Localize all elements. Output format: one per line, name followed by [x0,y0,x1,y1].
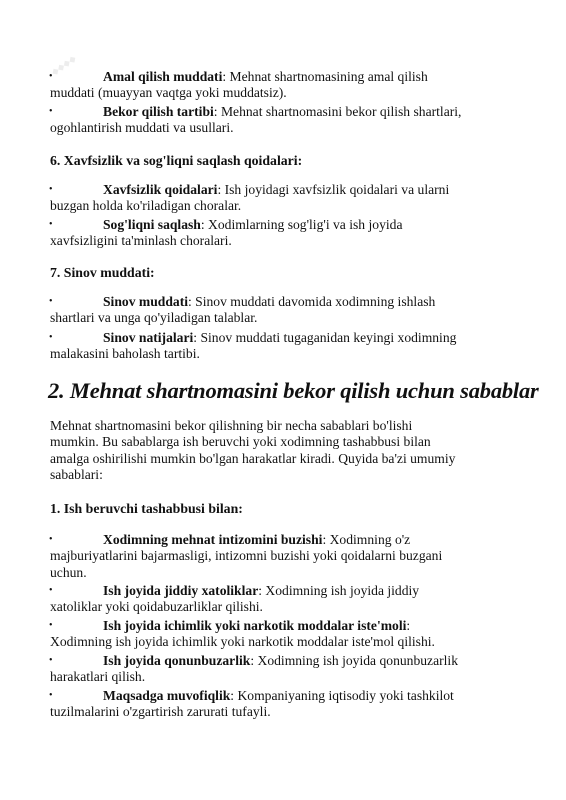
bullet-text: : Xodimlarning sog'lig'i va ish joyida [200,217,403,232]
bullet-term: Xavfsizlik qoidalari [103,182,218,197]
bullet-continuation: buzgan holda ko'riladigan choralar. [50,198,242,214]
section-heading: 7. Sinov muddati: [50,265,155,280]
bullet-text: : Mehnat shartnomasining amal qilish [222,69,428,84]
bullet-text: : Xodimning o'z [322,532,411,547]
bullet-item [50,532,520,581]
bullet-text: : Mehnat shartnomasini bekor qilish shartlari, [213,104,462,119]
intro-paragraph [50,418,520,484]
bullet-icon [49,69,53,85]
bullet-icon [49,294,53,310]
intro-line: sabablari: [50,467,103,483]
bullet-term: Ish joyida jiddiy xatoliklar [103,583,259,598]
bullet-icon [49,653,53,669]
bullet-term: Sinov natijalari [103,330,194,345]
bullet-term: Maqsadga muvofiqlik [103,688,231,703]
bullet-term: Ish joyida ichimlik yoki narkotik moddalar iste'moli [103,618,407,633]
bullet-icon [49,583,53,599]
bullet-term: Amal qilish muddati [103,69,223,84]
bullet-text: : Sinov muddati tugaganidan keyingi xodimning [193,330,457,345]
bullet-continuation: muddati (muayyan vaqtga yoki muddatsiz). [50,85,287,101]
intro-line: Mehnat shartnomasini bekor qilishning bir necha sabablari bo'lishi [50,418,413,433]
bullet-term: Sog'liqni saqlash [103,217,201,232]
bullet-continuation: harakatlari qilish. [50,669,146,685]
bullet-term: Ish joyida qonunbuzarlik [103,653,251,668]
bullet-icon [49,532,53,548]
bullet-icon [49,618,53,634]
bullet-text: : Xodimning ish joyida jiddiy [258,583,420,598]
bullet-continuation: malakasini baholash tartibi. [50,346,200,362]
bullet-item [50,330,520,363]
bullet-term: Sinov muddati [103,294,188,309]
bullet-item [50,294,520,327]
bullet-item [50,653,520,686]
bullet-item [50,104,520,137]
bullet-item [50,618,520,651]
bullet-item [50,182,520,215]
bullet-continuation: shartlari va unga qo'yiladigan talablar. [50,310,258,326]
watermark: ◆◆◆◆ [49,53,78,78]
bullet-text: : Xodimning ish joyida qonunbuzarlik [250,653,458,668]
bullet-continuation: majburiyatlarini bajarmasligi, intizomni buzishi yoki qoidalarni buzgani [50,548,443,564]
bullet-continuation: ogohlantirish muddati va usullari. [50,120,234,136]
bullet-text: : Kompaniyaning iqtisodiy yoki tashkilot [230,688,454,703]
page-title: 2. Mehnat shartnomasini bekor qilish uchun sabablar [48,378,539,403]
section-heading: 1. Ish beruvchi tashabbusi bilan: [50,501,243,516]
bullet-item [50,688,520,721]
intro-line: mumkin. Bu sabablarga ish beruvchi yoki xodimning tashabbusi bilan [50,434,431,450]
bullet-continuation: Xodimning ish joyida ichimlik yoki narkotik moddalar iste'mol qilishi. [50,634,435,650]
section-heading: 6. Xavfsizlik va sog'liqni saqlash qoidalari: [50,153,303,168]
bullet-text: : Ish joyidagi xavfsizlik qoidalari va ularni [217,182,450,197]
bullet-item [50,69,520,102]
bullet-icon [49,330,53,346]
bullet-text: : Sinov muddati davomida xodimning ishlash [188,294,436,309]
bullet-icon [49,104,53,120]
bullet-item [50,583,520,616]
bullet-icon [49,182,53,198]
bullet-term: Xodimning mehnat intizomini buzishi [103,532,323,547]
bullet-continuation: xavfsizligini ta'minlash choralari. [50,233,232,249]
bullet-continuation: xatoliklar yoki qoidabuzarliklar qilishi. [50,599,263,615]
bullet-term: Bekor qilish tartibi [103,104,214,119]
intro-line: amalga oshirilishi mumkin bo'lgan harakatlar kiradi. Quyida ba'zi umumiy [50,450,456,466]
bullet-text: : [406,618,411,633]
bullet-continuation: tuzilmalarini o'zgartirish zarurati tufayli. [50,704,271,720]
bullet-continuation: uchun. [50,564,87,580]
bullet-item [50,217,520,250]
bullet-icon [49,688,53,704]
bullet-icon [49,217,53,233]
